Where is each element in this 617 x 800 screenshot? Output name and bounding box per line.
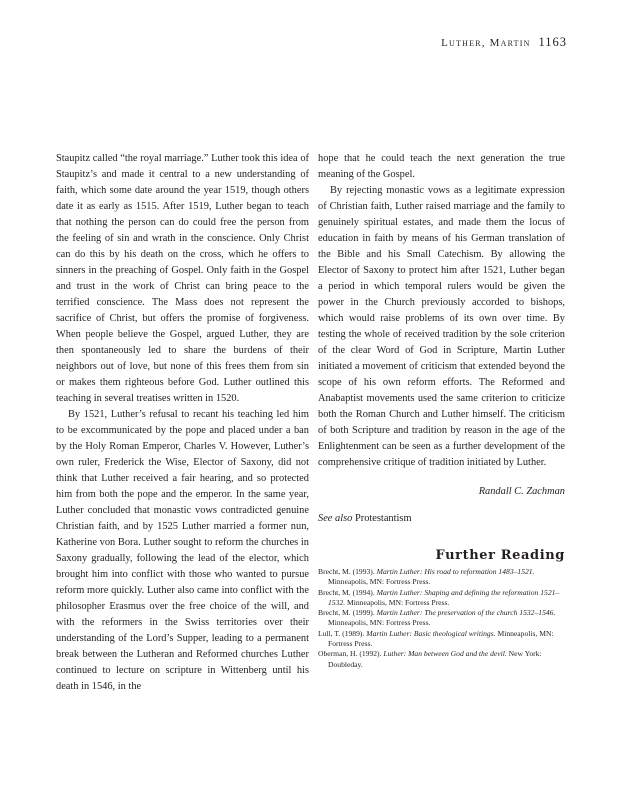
further-reading-heading: Further Reading bbox=[435, 548, 565, 563]
see-also-label: See also bbox=[318, 513, 353, 524]
reference-author: Brecht, M. (1993). bbox=[318, 567, 375, 576]
reference-title: Martin Luther: Basic theological writings. bbox=[366, 628, 496, 638]
reference-item bbox=[318, 649, 565, 670]
reference-publisher: Minneapolis, MN: Fortress Press. bbox=[328, 618, 431, 628]
page-number: 1163 bbox=[538, 35, 567, 49]
paragraph: By 1521, Luther’s refusal to recant his teaching led him to be excommunicated by the pope and placed under a ban by the Holy Roman Emperor, Charles V. However, Luther’s own ruler, Frederick the Wise, Elector of Saxony, did not think that Luther received a fair hearing, and so protected him from both the pope and the emperor. In the same year, Luther concluded that monastic vows contradicted genuine Christian faith, and by 1525 Luther married a former nun, Katherine von Bora. Luther sought to reform the churches in Saxony gradually, following the lead of the elector, which brought him into conflict with those who wanted to pursue reform more quickly. Luther also came into conflict with the philosopher Erasmus over the free choice of the will, and with the reformers in the Swiss territories over their understanding of the Lord’s Supper, leading to a permanent break between the Lutheran and Reformed churches Luther continued to lecture on scripture in Wittenberg until his death in 1546, in the bbox=[56, 409, 309, 692]
reference-author: Brecht, M. (1999). bbox=[318, 608, 375, 618]
reference-author: Oberman, H. (1992). bbox=[318, 649, 382, 659]
reference-publisher: Minneapolis, MN: Fortress Press. bbox=[328, 628, 554, 649]
reference-author: Lull, T. (1989). bbox=[318, 628, 365, 638]
reference-publisher: New York: Doubleday. bbox=[328, 649, 542, 669]
reference-publisher: Minneapolis, MN: Fortress Press. bbox=[328, 577, 431, 587]
reference-title: Martin Luther: His road to reformation 1483–1521. bbox=[376, 567, 535, 576]
running-head bbox=[441, 35, 567, 50]
reference-title: Martin Luther: Shaping and defining the reformation 1521–1532. bbox=[328, 587, 560, 607]
reference-title: Martin Luther: The preservation of the church 1532–1546. bbox=[376, 608, 556, 618]
reference-item bbox=[318, 629, 565, 650]
see-also-link[interactable]: Protestantism bbox=[354, 513, 412, 524]
paragraph: hope that he could teach the next generation the true meaning of the Gospel. bbox=[318, 153, 565, 180]
running-head-title: Luther, Martin bbox=[441, 37, 531, 49]
paragraph: By rejecting monastic vows as a legitimate expression of Christian faith, Luther raised marriage and the family to genuinely spiritual estates, and made them the locus of education in faith by means of his German translation of the Bible and his Small Catechism. By allowing the Elector of Saxony to protect him after 1521, Luther began a period in which temporal rulers would be given the power in the Church previously accorded to bishops, which would raise problems of its own over time. By testing the whole of received tradition by the sole criterion of the clear Word of God in Scripture, Martin Luther initiated a movement of criticism that extended beyond the scope of his own reform efforts. The Reformed and Anabaptist movements used the same criterion to criticize both the Roman Church and Luther himself. The criticism of both Scripture and tradition by reason in the age of the Enlightenment can be seen as a further development of the comprehensive critique of tradition initiated by Luther. bbox=[318, 185, 565, 468]
reference-item bbox=[318, 608, 565, 629]
reference-publisher: Minneapolis, MN: Fortress Press. bbox=[347, 597, 450, 607]
see-also bbox=[318, 511, 565, 527]
reference-title: Luther: Man between God and the devil. bbox=[383, 649, 507, 659]
reference-author: Brecht, M. (1994). bbox=[318, 587, 375, 597]
paragraph: Staupitz called “the royal marriage.” Luther took this idea of Staupitz’s and made it central to a new understanding of faith, which some date around the year 1519, though others date it as early as 1515. After 1519, Luther began to teach that nothing the person can do could free the person from the feeling of sin and wrath in the conscience. Only Christ can do this by his death on the cross, which he offers to sinners in the preaching of Gospel. Only faith in the Gospel and trust in the work of Christ can bring peace to the terrified conscience. The Mass does not represent the sacrifice of Christ, but offers the promise of forgiveness. When people believe the Gospel, argued Luther, they are then spontaneously led to share the burdens of their neighbors out of love, but none of this frees them from sin or makes them righteous before God. Luther outlined this teaching in several treatises written in 1520. bbox=[56, 153, 309, 404]
right-column bbox=[318, 151, 565, 670]
author-signature: Randall C. Zachman bbox=[478, 486, 565, 497]
reference-item bbox=[318, 588, 565, 609]
left-column bbox=[56, 151, 309, 695]
reference-item bbox=[318, 567, 565, 588]
reference-list bbox=[318, 567, 565, 670]
